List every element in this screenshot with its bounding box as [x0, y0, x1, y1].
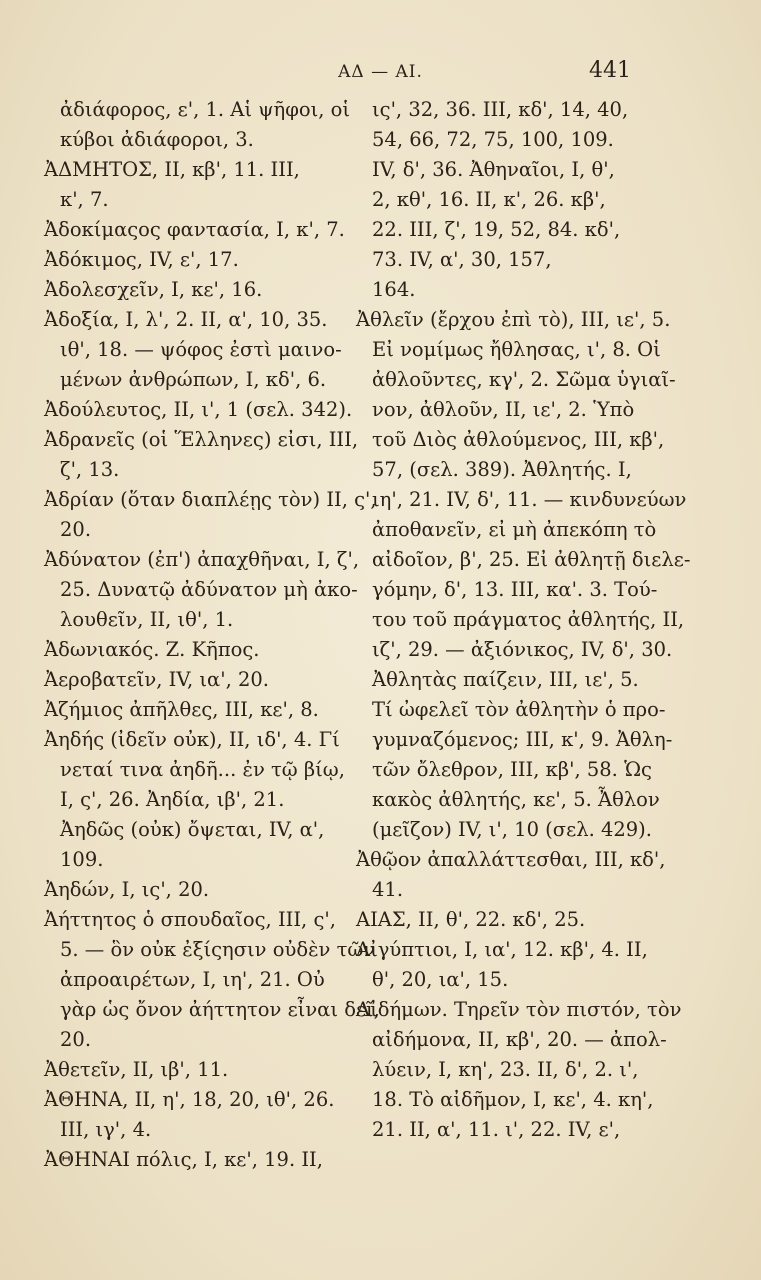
index-line: I, ς', 26. Ἀηδία, ιβ', 21. [60, 788, 285, 811]
index-line: αἰδοῖον, β', 25. Εἰ ἀθλητῇ διελε- [372, 548, 691, 571]
index-line: ιη', 21. IV, δ', 11. — κινδυνεύων [372, 488, 687, 511]
index-line: κακὸς ἀθλητής, κε', 5. Ἆθλον [372, 788, 660, 811]
index-line: Ἀήττητος ὁ σπουδαῖος, III, ς', [44, 908, 336, 931]
index-line: 2, κθ', 16. II, κ', 26. κβ', [372, 188, 606, 211]
index-line: τοῦ Διὸς ἀθλούμενος, III, κβ', [372, 428, 665, 451]
index-line: Αἰγύπτιοι, I, ια', 12. κβ', 4. II, [356, 938, 648, 961]
index-line: γόμην, δ', 13. III, κα'. 3. Τού- [372, 578, 658, 601]
index-line: Ἀθλητὰς παίζειν, III, ιε', 5. [372, 668, 639, 691]
index-line: III, ιγ', 4. [60, 1118, 152, 1141]
index-line: Αἰδήμων. Τηρεῖν τὸν πιστόν, τὸν [356, 998, 682, 1021]
index-line: 5. — ὃν οὐκ ἐξίςησιν οὐδὲν τῶν [60, 938, 376, 961]
index-line: 54, 66, 72, 75, 100, 109. [372, 128, 614, 151]
index-line: 20. [60, 518, 92, 541]
index-line: Τί ὠφελεῖ τὸν ἀθλητὴν ὁ προ- [372, 698, 666, 721]
index-line: γυμναζόμενος; III, κ', 9. Ἀθλη- [372, 728, 673, 751]
index-line: Ἀθετεῖν, II, ιβ', 11. [44, 1058, 229, 1081]
index-line: 25. Δυνατῷ ἀδύνατον μὴ ἀκο- [60, 578, 358, 601]
index-line: ἈΘΗΝΑ, II, η', 18, 20, ιθ', 26. [44, 1088, 335, 1111]
index-line: ιθ', 18. — ψόφος ἐστὶ μαινο- [60, 338, 342, 361]
index-line: ἀθλοῦντες, κγ', 2. Σῶμα ὑγιαῖ- [372, 368, 676, 391]
index-line: Ἀηδῶς (οὐκ) ὄψεται, IV, α', [60, 818, 325, 841]
index-line: ἈΔΜΗΤΟΣ, II, κβ', 11. III, [44, 158, 300, 181]
index-line: 20. [60, 1028, 92, 1051]
index-line: 18. Τὸ αἰδῆμον, I, κε', 4. κη', [372, 1088, 654, 1111]
index-line: Εἰ νομίμως ἤθλησας, ι', 8. Οἱ [372, 338, 661, 361]
index-line: κ', 7. [60, 188, 109, 211]
index-line: 57, (σελ. 389). Ἀθλητής. I, [372, 458, 632, 481]
index-line: 164. [372, 278, 416, 301]
index-line: Ἀδοξία, I, λ', 2. II, α', 10, 35. [44, 308, 328, 331]
index-line: Ἀθλεῖν (ἔρχου ἐπὶ τὸ), III, ιε', 5. [356, 308, 671, 331]
index-line: Ἀδοκίμαςος φαντασία, I, κ', 7. [44, 218, 345, 241]
index-line: Ἀηδής (ἰδεῖν οὐκ), II, ιδ', 4. Γί [44, 728, 340, 751]
index-line: Ἀζήμιος ἀπῆλθες, III, κε', 8. [44, 698, 319, 721]
index-line: ΑΙΑΣ, II, θ', 22. κδ', 25. [356, 908, 586, 931]
index-line: αἰδήμονα, II, κβ', 20. — ἀπολ- [372, 1028, 667, 1051]
index-line: Ἀηδών, I, ις', 20. [44, 878, 210, 901]
index-line: 73. IV, α', 30, 157, [372, 248, 552, 271]
index-line: Ἀδρίαν (ὅταν διαπλέῃς τὸν) II, ς', [44, 488, 377, 511]
index-line: 22. III, ζ', 19, 52, 84. κδ', [372, 218, 621, 241]
running-head: ΑΔ — ΑΙ. [338, 62, 423, 82]
index-line: ἈΘΗΝΑΙ πόλις, I, κε', 19. II, [44, 1148, 323, 1171]
index-line: ἀπροαιρέτων, I, ιη', 21. Οὐ [60, 968, 325, 991]
index-line: ζ', 13. [60, 458, 120, 481]
index-line: ἀδιάφορος, ε', 1. Αἱ ψῆφοι, οἱ [60, 98, 351, 121]
index-line: Ἀδύνατον (ἐπ') ἀπαχθῆναι, I, ζ', [44, 548, 360, 571]
index-line: IV, δ', 36. Ἀθηναῖοι, I, θ', [372, 158, 615, 181]
index-line: Ἀδωνιακός. Ζ. Κῆπος. [44, 638, 260, 661]
index-line: 109. [60, 848, 104, 871]
index-line: γὰρ ὡς ὄνον ἀήττητον εἶναι δεῖ, [60, 998, 380, 1021]
index-line: Ἀδρανεῖς (οἱ Ἕλληνες) εἰσι, III, [44, 428, 359, 451]
index-line: Ἀδολεσχεῖν, I, κε', 16. [44, 278, 263, 301]
index-line: 41. [372, 878, 404, 901]
index-line: Ἀθῷον ἀπαλλάττεσθαι, III, κδ', [356, 848, 666, 871]
index-line: (μεῖζον) IV, ι', 10 (σελ. 429). [372, 818, 652, 841]
index-line: του τοῦ πράγματος ἀθλητής, II, [372, 608, 685, 631]
right-index-column [356, 95, 691, 1145]
page-number: 441 [589, 58, 631, 83]
index-line: ἀποθανεῖν, εἰ μὴ ἀπεκόπη τὸ [372, 518, 657, 541]
index-line: Ἀεροβατεῖν, IV, ια', 20. [44, 668, 269, 691]
index-line: 21. II, α', 11. ι', 22. IV, ε', [372, 1118, 621, 1141]
index-line: ιζ', 29. — ἀξιόνικος, IV, δ', 30. [372, 638, 673, 661]
index-line: Ἀδούλευτος, II, ι', 1 (σελ. 342). [44, 398, 353, 421]
index-line: λουθεῖν, II, ιθ', 1. [60, 608, 234, 631]
index-line: νεταί τινα ἀηδῆ... ἐν τῷ βίῳ, [60, 758, 345, 781]
index-line: Ἀδόκιμος, IV, ε', 17. [44, 248, 239, 271]
left-index-column [44, 95, 380, 1175]
page-header [0, 58, 761, 88]
index-line: θ', 20, ια', 15. [372, 968, 509, 991]
index-line: τῶν ὄλεθρον, III, κβ', 58. Ὡς [372, 758, 652, 781]
index-line: ις', 32, 36. III, κδ', 14, 40, [372, 98, 629, 121]
index-line: μένων ἀνθρώπων, I, κδ', 6. [60, 368, 327, 391]
index-line: κύβοι ἀδιάφοροι, 3. [60, 128, 254, 151]
index-line: νον, ἀθλοῦν, II, ιε', 2. Ὑπὸ [372, 398, 635, 421]
index-line: λύειν, I, κη', 23. II, δ', 2. ι', [372, 1058, 639, 1081]
